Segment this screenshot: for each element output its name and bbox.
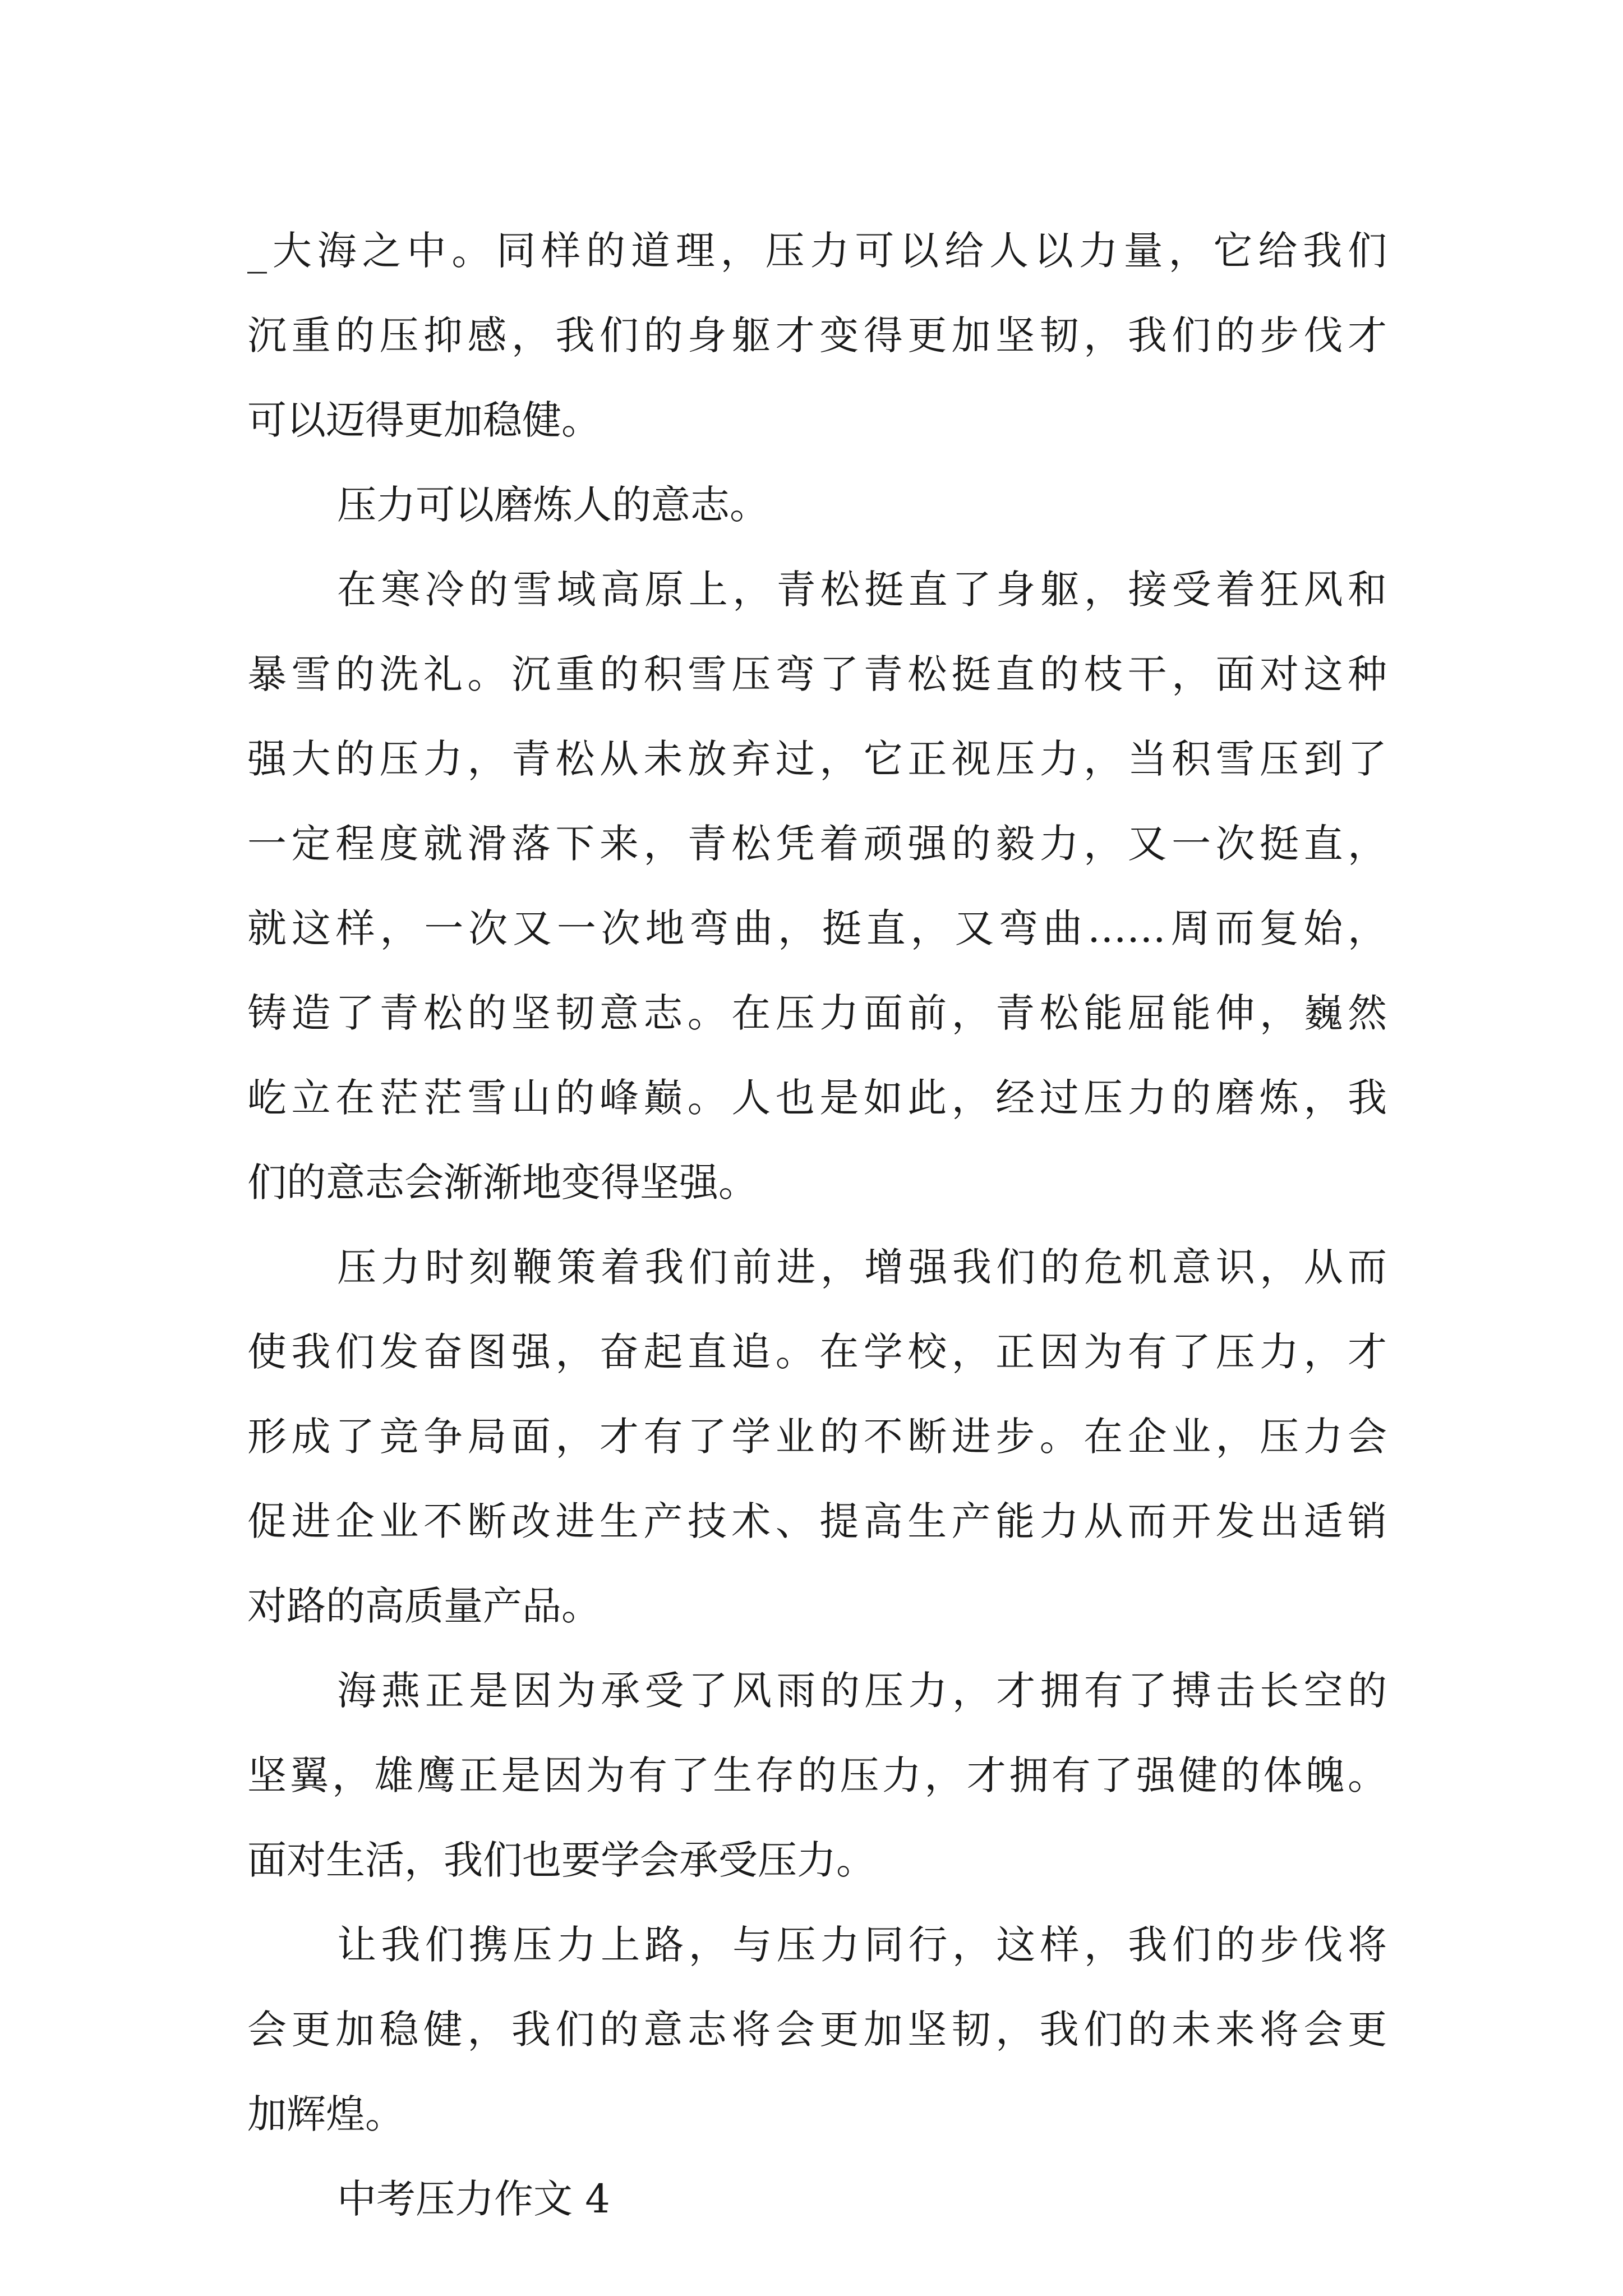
text-line: 可以迈得更加稳健。 (247, 397, 601, 443)
text-line: 强大的压力，青松从未放弃过，它正视压力，当积雪压到了 (247, 736, 1387, 782)
text-line: 一定程度就滑落下来，青松凭着顽强的毅力，又一次挺直， (247, 821, 1387, 867)
text-line: 们的意志会渐渐地变得坚强。 (247, 1159, 758, 1205)
text-line: 面对生活，我们也要学会承受压力。 (247, 1837, 875, 1883)
document-page (247, 209, 1387, 2242)
text-line: 屹立在茫茫雪山的峰巅。人也是如此，经过压力的磨炼，我 (247, 1075, 1387, 1121)
text-line: 坚翼，雄鹰正是因为有了生存的压力，才拥有了强健的体魄。 (247, 1752, 1387, 1798)
text-line: 海燕正是因为承受了风雨的压力，才拥有了搏击长空的 (337, 1668, 1387, 1714)
text-line: 让我们携压力上路，与压力同行，这样，我们的步伐将 (337, 1922, 1387, 1968)
text-line: 会更加稳健，我们的意志将会更加坚韧，我们的未来将会更 (247, 2007, 1387, 2053)
text-line: 暴雪的洗礼。沉重的积雪压弯了青松挺直的枝干，面对这种 (247, 651, 1387, 697)
text-line: _大海之中。同样的道理，压力可以给人以力量，它给我们 (247, 228, 1387, 274)
text-line: 加辉煌。 (247, 2091, 404, 2137)
text-line: 在寒冷的雪域高原上，青松挺直了身躯，接受着狂风和 (337, 567, 1387, 613)
paragraph-heading: 压力可以磨炼人的意志。 (337, 482, 769, 528)
text-line: 沉重的压抑感，我们的身躯才变得更加坚韧，我们的步伐才 (247, 312, 1387, 358)
text-line: 就这样，一次又一次地弯曲，挺直，又弯曲……周而复始， (247, 905, 1387, 951)
section-title: 中考压力作文 4 (337, 2176, 610, 2222)
text-line: 促进企业不断改进生产技术、提高生产能力从而开发出适销 (247, 1498, 1387, 1544)
text-line: 铸造了青松的坚韧意志。在压力面前，青松能屈能伸，巍然 (247, 990, 1387, 1036)
text-line: 使我们发奋图强，奋起直追。在学校，正因为有了压力，才 (247, 1329, 1387, 1375)
text-line: 形成了竞争局面，才有了学业的不断进步。在企业，压力会 (247, 1414, 1387, 1460)
text-line: 对路的高质量产品。 (247, 1583, 601, 1629)
text-line: 压力时刻鞭策着我们前进，增强我们的危机意识，从而 (337, 1244, 1387, 1290)
